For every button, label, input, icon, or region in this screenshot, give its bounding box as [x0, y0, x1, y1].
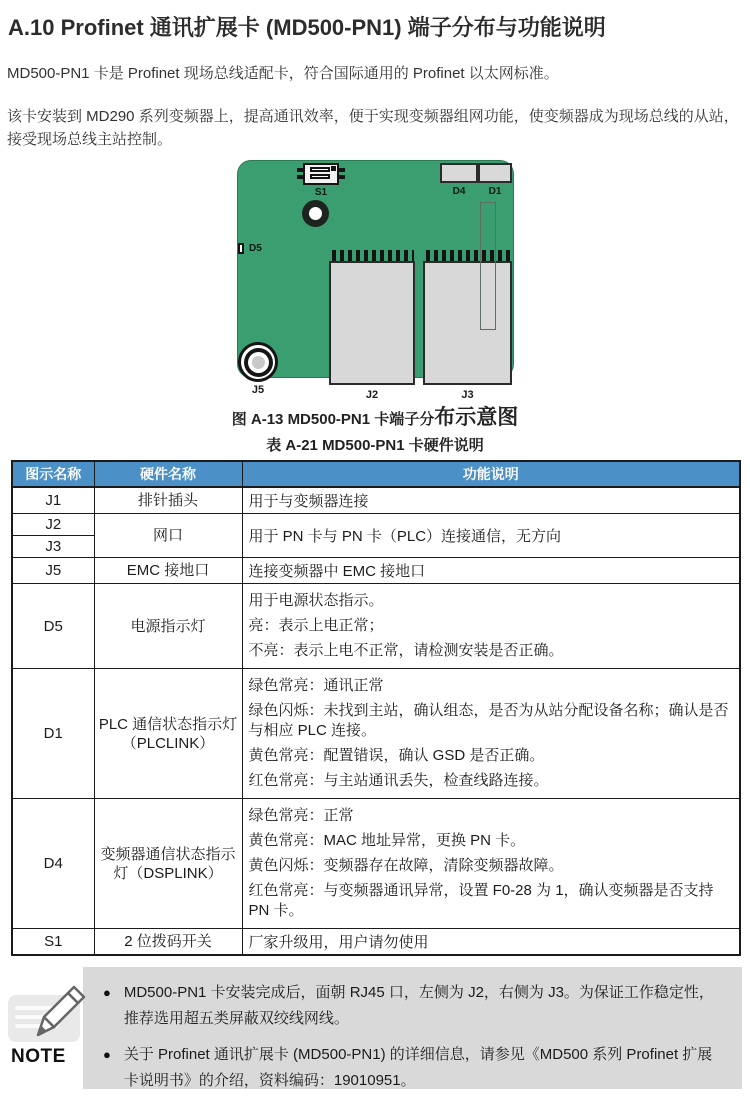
header-cell-fn: 功能说明: [242, 461, 740, 487]
d4-led: [440, 163, 478, 183]
j3-port: [423, 261, 512, 385]
intro-paragraph: MD500-PN1 卡是 Profinet 现场总线适配卡，符合国际通用的 Profinet 以太网标准。: [7, 65, 559, 82]
note-text: 关于 Profinet 通讯扩展卡 (MD500-PN1) 的详细信息，请参见《MD500 系列 Profinet 扩展卡说明书》的介绍，资料编码：19010951。: [123, 1046, 713, 1089]
j2-label: J2: [365, 389, 379, 401]
cell-hw: [94, 799, 242, 929]
function-line: 黄色常亮：MAC 地址异常，更换 PN 卡。: [248, 832, 526, 849]
j2-pins: [332, 250, 414, 261]
mounting-hole: [302, 200, 329, 227]
hw-name-line: （PLCLINK）: [121, 734, 215, 752]
j5-label: J5: [251, 384, 265, 396]
j5-emc-port: [238, 342, 278, 382]
bullet-icon: ●: [103, 985, 111, 1000]
cell-hw: EMC 接地口: [94, 558, 242, 584]
function-line: 不亮：表示上电不正常，请检测安装是否正确。: [248, 642, 564, 659]
s1-dip-switch: [303, 163, 339, 185]
cell-hw: 电源指示灯: [94, 584, 242, 669]
s1-leg: [339, 168, 345, 172]
pencil-icon: [30, 971, 86, 1045]
cell-fn: [242, 669, 740, 799]
function-line: 黄色常亮：配置错误，确认 GSD 是否正确。: [248, 747, 545, 764]
d5-label: D5: [249, 243, 262, 254]
figure-caption-text: 图 A-13 MD500-PN1 卡端子分: [231, 411, 435, 428]
figure-caption: [0, 401, 750, 431]
connector-outline-strip: [480, 202, 496, 330]
j5-ring: [248, 352, 269, 373]
table-header-row: [12, 461, 740, 487]
cell-fn: 用于与变频器连接: [242, 487, 740, 514]
function-line: 用于电源状态指示。: [248, 592, 384, 609]
cell-fn: 连接变频器中 EMC 接地口: [242, 558, 740, 584]
d5-led: [238, 243, 244, 254]
hardware-table: [11, 460, 741, 956]
table-row: [12, 514, 740, 536]
figure-caption-text-large: 布示意图: [434, 406, 519, 429]
cell-id: J3: [12, 536, 94, 558]
note-icon: [8, 995, 84, 1068]
function-line: 黄色闪烁：变频器存在故障，清除变频器故障。: [248, 857, 564, 874]
cell-hw: [94, 669, 242, 799]
table-row: [12, 799, 740, 929]
cell-fn: [242, 799, 740, 929]
note-item: [103, 1042, 724, 1094]
d1-label: D1: [488, 186, 502, 197]
cell-hw: 2 位拨码开关: [94, 929, 242, 956]
cell-id: D1: [12, 669, 94, 799]
function-line: 绿色常亮：正常: [248, 807, 354, 824]
description-paragraph: 该卡安装到 MD290 系列变频器上，提高通讯效率，便于实现变频器组网功能，使变频器成为现场总线的从站，接受现场总线主站控制。: [7, 108, 739, 148]
j2-port: [329, 261, 415, 385]
note-item: [103, 980, 724, 1032]
j5-center: [252, 356, 265, 369]
note-box: [83, 967, 742, 1089]
cell-id: D4: [12, 799, 94, 929]
bullet-icon: ●: [103, 1047, 111, 1062]
j3-pins: [426, 250, 510, 261]
notepad-icon: [8, 995, 80, 1042]
function-line: 亮：表示上电正常；: [248, 617, 384, 634]
table-row: [12, 558, 740, 584]
cell-id: J1: [12, 487, 94, 514]
table-row: [12, 929, 740, 956]
s1-label: S1: [314, 187, 328, 198]
note-text: MD500-PN1 卡安装完成后，面朝 RJ45 口，左侧为 J2，右侧为 J3。为保证工作稳定性，推荐选用超五类屏蔽双绞线网线。: [123, 984, 714, 1027]
function-line: 绿色常亮：通讯正常: [248, 677, 384, 694]
j3-label: J3: [461, 389, 474, 401]
cell-id: J5: [12, 558, 94, 584]
d1-led: [478, 163, 512, 183]
note-section: [0, 965, 750, 1097]
hw-name-line: PLC 通信状态指示灯: [98, 715, 238, 733]
cell-fn: 厂家升级用，用户请勿使用: [242, 929, 740, 956]
s1-switch-bar: [310, 167, 330, 172]
cell-fn: [242, 584, 740, 669]
cell-id: S1: [12, 929, 94, 956]
function-line: 绿色闪烁：未找到主站，确认组态，是否为从站分配设备名称；确认是否与相应 PLC 连接。: [248, 702, 729, 739]
cell-fn: 用于 PN 卡与 PN 卡（PLC）连接通信，无方向: [242, 514, 740, 558]
board-figure: [0, 158, 750, 430]
hw-name-line: 变频器通信状态指示: [100, 845, 236, 863]
note-label: NOTE: [11, 1046, 66, 1067]
header-cell-hw: 硬件名称: [94, 461, 242, 487]
header-cell-id: 图示名称: [12, 461, 94, 487]
function-line: 红色常亮：与主站通讯丢失，检查线路连接。: [248, 772, 549, 789]
cell-hw: 排针插头: [94, 487, 242, 514]
j5-ring: [244, 348, 273, 377]
s1-switch-bar: [310, 174, 330, 179]
table-row: [12, 487, 740, 514]
hw-name-line: 灯（DSPLINK）: [113, 864, 223, 882]
cell-hw: 网口: [94, 514, 242, 558]
table-row: [12, 584, 740, 669]
table-caption: 表 A-21 MD500-PN1 卡硬件说明: [266, 437, 484, 454]
s1-corner-mark: [331, 166, 336, 171]
table-row: [12, 669, 740, 799]
function-line: 红色常亮：与变频器通讯异常，设置 F0-28 为 1，确认变频器是否支持 PN 卡。: [248, 882, 714, 919]
cell-id: J2: [12, 514, 94, 536]
s1-leg: [339, 175, 345, 179]
d4-label: D4: [452, 186, 466, 197]
page-title: A.10 Profinet 通讯扩展卡 (MD500-PN1) 端子分布与功能说明: [8, 15, 606, 40]
cell-id: D5: [12, 584, 94, 669]
